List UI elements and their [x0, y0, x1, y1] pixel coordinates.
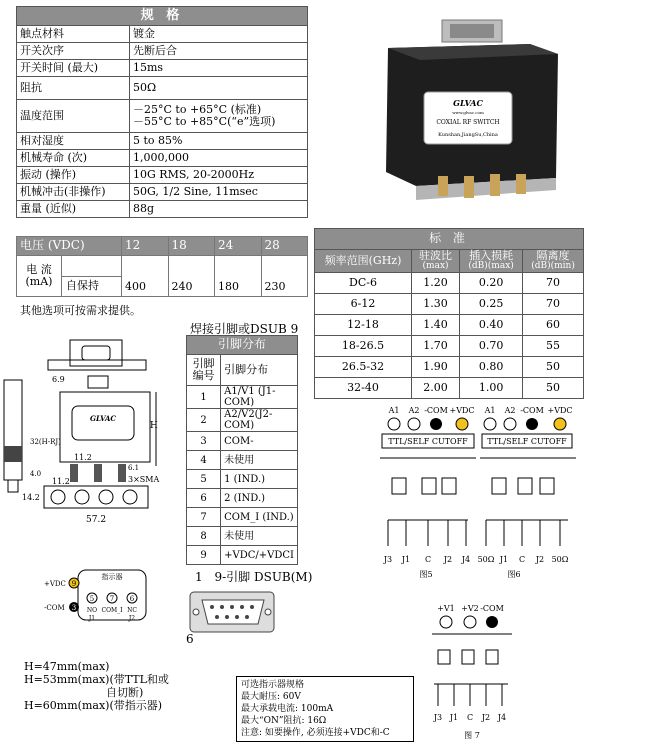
table-row	[315, 335, 584, 356]
fig5-com: -COM	[424, 406, 448, 415]
spec-label: 阻抗	[17, 77, 130, 100]
height-note: H=47mm(max)	[24, 660, 110, 673]
pin-no: 2	[187, 409, 221, 432]
vswr-cell: 1.30	[412, 293, 460, 314]
freq-cell: 26.5-32	[315, 356, 412, 377]
standard-title: 标 准	[315, 229, 584, 250]
freq-cell: 12-18	[315, 314, 412, 335]
dim-6-9: 6.9	[52, 375, 65, 384]
photo-site: www.glvac.com	[452, 110, 484, 115]
spec-value: 1,000,000	[130, 150, 308, 167]
fig7-j1: J1	[449, 713, 459, 722]
voltage-value: 28	[261, 237, 308, 256]
spec-value: 镀金	[130, 26, 308, 43]
fig6-a1: A1	[484, 406, 496, 415]
indicator-j1: J1	[88, 615, 96, 622]
iso-cell: 50	[523, 356, 584, 377]
fig6-a2: A2	[504, 406, 516, 415]
spec-label: 重量 (近似)	[17, 201, 130, 218]
indicator-nc: NC	[127, 607, 137, 614]
indicator-vdc: +VDC	[44, 580, 66, 588]
product-photo	[380, 18, 565, 203]
figure-7	[428, 600, 518, 744]
fig7-com: -COM	[480, 604, 504, 613]
fig6-r2: 50Ω	[551, 555, 569, 564]
fig5-box: TTL/SELF CUTOFF	[388, 437, 468, 446]
fig5-vdc: +VDC	[449, 406, 475, 415]
vswr-cell: 1.20	[412, 272, 460, 293]
indicator-j2: J2	[128, 615, 136, 622]
photo-place: Kunshan,JiangSu,China	[438, 132, 498, 138]
pin-no: 1	[187, 386, 221, 409]
pin-table	[186, 335, 298, 565]
spec-value: 50G, 1/2 Sine, 11msec	[130, 184, 308, 201]
fig7-v1: +V1	[437, 604, 455, 613]
dim-32: 32(H-RJ)	[30, 438, 61, 446]
dim-sma: 3×SMA	[128, 475, 160, 484]
current-value: 230	[261, 256, 308, 297]
dim-14-2: 14.2	[22, 493, 40, 502]
dim-4-0: 4.0	[30, 470, 42, 478]
mode-label: 自保持	[61, 277, 121, 297]
table-row	[315, 314, 584, 335]
fig5-caption: 图5	[419, 570, 433, 579]
pin-func: 2 (IND.)	[221, 489, 298, 508]
fig5-j2: J2	[443, 555, 453, 564]
fig5-j1: J1	[401, 555, 411, 564]
vswr-cell: 1.90	[412, 356, 460, 377]
col-loss-label: 插入损耗	[469, 249, 514, 262]
optional-title: 可选指示器规格	[241, 680, 305, 690]
pin-func: 未使用	[221, 527, 298, 546]
spec-value: 5 to 85%	[130, 133, 308, 150]
col-iso-unit: (dB)(min)	[531, 261, 575, 272]
spec-value: 先断后合	[130, 43, 308, 60]
dim-57-2: 57.2	[86, 515, 107, 525]
figure-5	[378, 402, 478, 582]
optional-line: 最大承载电流: 100mA	[241, 704, 334, 714]
fig5-j4: J4	[461, 555, 471, 564]
pin-no: 8	[187, 527, 221, 546]
figure-6	[478, 402, 578, 582]
indicator-com: -COM	[44, 604, 65, 612]
spec-label: 开关次序	[17, 43, 130, 60]
pin-no: 6	[187, 489, 221, 508]
height-note: H=60mm(max)(带指示器)	[24, 699, 163, 712]
current-value: 240	[168, 256, 215, 297]
vswr-cell: 1.70	[412, 335, 460, 356]
col-vswr-label: 驻波比	[419, 249, 453, 262]
dim-h: H	[150, 421, 158, 431]
col-vswr-unit: (max)	[422, 261, 449, 272]
dsub-label: 9-引脚 DSUB(M)	[214, 570, 313, 584]
col-iso-label: 隔离度	[536, 249, 570, 262]
indicator-pin6: 6	[129, 595, 135, 603]
spec-value	[130, 100, 308, 133]
fig6-r1: 50Ω	[478, 555, 495, 564]
spec-label: 温度范围	[17, 100, 130, 133]
current-cell	[17, 256, 122, 297]
col-freq: 频率范围(GHz)	[315, 250, 412, 273]
col-vswr	[412, 250, 460, 273]
pin-no: 3	[187, 432, 221, 451]
spec-value: 10G RMS, 20-2000Hz	[130, 167, 308, 184]
pin-no: 4	[187, 451, 221, 470]
pin-no: 9	[187, 546, 221, 565]
col-loss-unit: (dB)(max)	[468, 261, 514, 272]
photo-product-name: COXIAL RF SWITCH	[436, 119, 500, 126]
pin-title: 引脚分布	[187, 336, 298, 355]
voltage-value: 24	[215, 237, 262, 256]
pin-func: +VDC/+VDCI	[221, 546, 298, 565]
optional-line: 注意: 如要操作, 必须连接+VDC和-C	[241, 728, 390, 738]
pin-func: A1/V1 (J1-COM)	[221, 386, 298, 409]
dim-6-1: 6.1	[128, 464, 140, 472]
indicator-comi: COM_I	[101, 607, 123, 614]
current-value: 400	[122, 256, 169, 297]
dsub-connector	[188, 588, 278, 638]
indicator-pin5: 5	[89, 595, 95, 603]
voltage-table	[16, 236, 308, 297]
table-row	[315, 272, 584, 293]
loss-cell: 0.70	[460, 335, 523, 356]
indicator-pin7: 7	[109, 595, 115, 603]
dim-11-2: 11.2	[74, 453, 92, 462]
spec-table	[16, 6, 308, 218]
table-row	[315, 377, 584, 398]
optional-line: 最大“ON”阻抗: 16Ω	[241, 716, 327, 726]
iso-cell: 70	[523, 272, 584, 293]
fig6-c: C	[518, 555, 526, 564]
spec-label: 触点材料	[17, 26, 130, 43]
height-note: H=53mm(max)(带TTL和或	[24, 673, 169, 686]
height-note: 自切断)	[106, 686, 144, 699]
fig7-caption: 图 7	[464, 731, 480, 740]
current-value: 180	[215, 256, 262, 297]
indicator-no: NO	[86, 607, 98, 614]
voltage-value: 18	[168, 237, 215, 256]
optional-indicator-box	[236, 676, 414, 742]
iso-cell: 70	[523, 293, 584, 314]
fig5-j3: J3	[383, 555, 393, 564]
col-iso	[523, 250, 584, 273]
spec-label: 振动 (操作)	[17, 167, 130, 184]
fig5-a1: A1	[388, 406, 400, 415]
spec-value: 15ms	[130, 60, 308, 77]
fig5-a2: A2	[408, 406, 420, 415]
pin-func: COM-	[221, 432, 298, 451]
fig6-com: -COM	[520, 406, 544, 415]
pin-caption: 焊接引脚或DSUB 9	[190, 322, 299, 336]
temp-standard: －25°C to +65°C (标准)	[133, 102, 262, 116]
pin-func: A2/V2(J2-COM)	[221, 409, 298, 432]
pin-no: 5	[187, 470, 221, 489]
spec-label: 相对湿度	[17, 133, 130, 150]
standard-table	[314, 228, 584, 399]
pin-func: 1 (IND.)	[221, 470, 298, 489]
mechanical-drawing	[0, 336, 180, 536]
drawing-brand: GLVAC	[90, 414, 116, 423]
current-label: 电 流	[26, 262, 52, 276]
spec-label: 开关时间 (最大)	[17, 60, 130, 77]
freq-cell: 18-26.5	[315, 335, 412, 356]
dsub-label-row	[195, 568, 312, 585]
iso-cell: 60	[523, 314, 584, 335]
freq-cell: 32-40	[315, 377, 412, 398]
iso-cell: 50	[523, 377, 584, 398]
fig6-caption: 图6	[507, 570, 521, 579]
fig5-c: C	[424, 555, 432, 564]
fig6-j2: J2	[535, 555, 545, 564]
optional-line: 最大耐压: 60V	[241, 692, 301, 702]
pin-func: COM_I (IND.)	[221, 508, 298, 527]
current-unit: (mA)	[25, 275, 53, 288]
spec-title: 规 格	[17, 7, 308, 26]
pin-no: 7	[187, 508, 221, 527]
voltage-header: 电压 (VDC)	[17, 237, 122, 256]
indicator-pin3: 3	[71, 604, 77, 612]
fig6-vdc: +VDC	[547, 406, 573, 415]
fig7-j3: J3	[433, 713, 443, 722]
options-note: 其他选项可按需求提供。	[20, 304, 141, 317]
spec-label: 机械冲击(非操作)	[17, 184, 130, 201]
indicator-title: 指示器	[101, 573, 123, 581]
spec-value: 50Ω	[130, 77, 308, 100]
loss-cell: 0.80	[460, 356, 523, 377]
dim-11-2-b: 11.2	[52, 477, 70, 486]
vswr-cell: 1.40	[412, 314, 460, 335]
fig7-j4: J4	[497, 713, 507, 722]
indicator-pin9: 9	[71, 580, 77, 588]
indicator-diagram	[40, 566, 150, 626]
col-pin-no: 引脚编号	[187, 355, 221, 386]
fig7-j2: J2	[481, 713, 491, 722]
fig7-c: C	[466, 713, 474, 722]
table-row	[315, 356, 584, 377]
col-loss	[460, 250, 523, 273]
pin-func: 未使用	[221, 451, 298, 470]
freq-cell: DC-6	[315, 272, 412, 293]
loss-cell: 0.20	[460, 272, 523, 293]
col-pin-func: 引脚分布	[221, 355, 298, 386]
height-notes	[24, 660, 169, 712]
vswr-cell: 2.00	[412, 377, 460, 398]
loss-cell: 0.40	[460, 314, 523, 335]
fig7-v2: +V2	[461, 604, 479, 613]
loss-cell: 1.00	[460, 377, 523, 398]
photo-brand: GLVAC	[453, 98, 483, 108]
dsub-pin1: 1	[195, 570, 203, 584]
dsub-pin6: 6	[186, 632, 194, 646]
loss-cell: 0.25	[460, 293, 523, 314]
spec-label: 机械寿命 (次)	[17, 150, 130, 167]
fig6-box: TTL/SELF CUTOFF	[487, 437, 567, 446]
freq-cell: 6-12	[315, 293, 412, 314]
temp-e-option: －55°C to +85°C(“e”选项)	[133, 115, 276, 128]
voltage-value: 12	[122, 237, 169, 256]
iso-cell: 55	[523, 335, 584, 356]
spec-value: 88g	[130, 201, 308, 218]
fig6-j1: J1	[499, 555, 509, 564]
table-row	[315, 293, 584, 314]
